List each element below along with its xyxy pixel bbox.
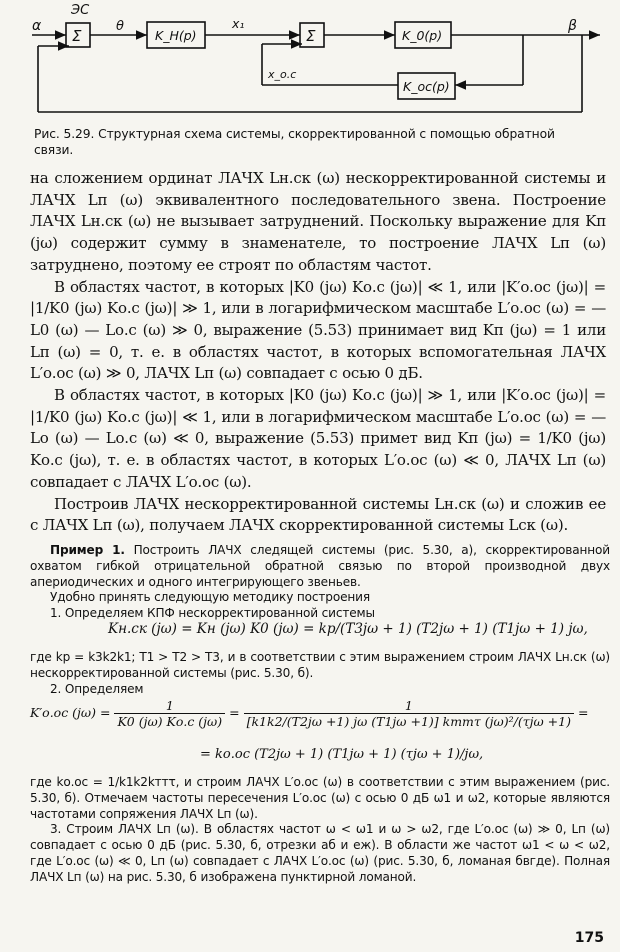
paragraph-1: на сложением ординат ЛАЧХ Lн.ск (ω) нескорректированной системы и ЛАЧХ Lп (ω) эквивалентного последовательного звена. Построение ЛАЧХ Lн.ск (ω) не вызывает затруднений. Поскольку выражение для Kп (jω) содержит сумму в знаменателе, то построение ЛАЧХ Lп (ω) затруднено, поэтому ее строят по областям частот. — [30, 169, 606, 274]
block-diagram — [0, 0, 620, 125]
input-label: α — [32, 18, 42, 34]
page-number: 175 — [574, 930, 604, 946]
example-text: Построить ЛАЧХ следящей системы (рис. 5.30, а), скорректированной охватом гибкой отрицательной обратной связью по второй производной двух апериодических и одного интегрирующего звеньев. — [30, 543, 610, 589]
paragraph-4: Построив ЛАЧХ нескорректированной системы Lн.ск (ω) и сложив ее с ЛАЧХ Lп (ω), получаем ЛАЧХ скорректированной системы Lск (ω). — [30, 494, 606, 535]
signal-x1: x₁ — [232, 16, 245, 31]
example-title: Пример 1. — [50, 543, 125, 557]
sum2-symbol: Σ — [306, 27, 316, 45]
example-block — [30, 543, 610, 622]
formula-1: Kн.ск (jω) = Kн (jω) K0 (jω) = kр/(T3jω + 1) (T2jω + 1) (T1jω + 1) jω, — [108, 621, 588, 637]
ko-label: K_0(p) — [402, 28, 443, 43]
formula-2-line2: = kо.ос (T2jω + 1) (T1jω + 1) (τjω + 1)/jω, — [200, 747, 484, 762]
output-label: β — [568, 18, 577, 34]
kn-label: K_Н(p) — [155, 28, 197, 43]
paragraph-2: В областях частот, в которых |K0 (jω) Kо.с (jω)| ≪ 1, или |K′о.ос (jω)| = |1/K0 (jω) Kо.с (jω)| ≫ 1, или в логарифмическом масштабе L′о.ос (ω) = — L0 (ω) — Lо.с (ω) ≫ 0, выражение (5.53) принимает вид Kп (jω) = 1 или Lп (ω) = 0, т. е. в областях частот, в которых вспомогательная ЛАЧХ L′о.ос (ω) ≫ 0, ЛАЧХ Lп (ω) совпадает с осью 0 дБ. — [30, 277, 606, 383]
step-1: 1. Определяем КПФ нескорректированной системы — [50, 606, 375, 621]
after-formula-1: где kр = k3k2k1; T1 > T2 > T3, и в соответствии с этим выражением строим ЛАЧХ Lн.ск (ω) нескорректированной системы (рис. 5.30, б). 2. Определяем — [30, 650, 610, 696]
main-text — [30, 168, 606, 537]
paragraph-3: В областях частот, в которых |K0 (jω) Kо.с (jω)| ≫ 1, или |K′о.ос (jω)| = |1/K0 (jω) Kо.с (jω)| ≪ 1, или в логарифмическом масштабе L′о.ос (ω) = — Lо (ω) — Lо.с (ω) ≪ 0, выражение (5.53) примет вид Kп (jω) = 1/K0 (jω) Kо.с (jω), т. е. в областях частот, в которых L′о.ос (ω) ≪ 0, ЛАЧХ Lп (ω) совпадает с ЛАЧХ L′о.ос (ω). — [30, 386, 606, 491]
feedback-signal: x_о.с — [268, 68, 297, 81]
step-2: 2. Определяем — [50, 681, 144, 696]
method-intro: Удобно принять следующую методику построения — [50, 590, 370, 605]
figure-caption: Рис. 5.29. Структурная схема системы, скорректированной с помощью обратной связи. — [34, 127, 555, 157]
signal-theta: θ — [116, 19, 124, 34]
label-es: ЭС — [71, 3, 90, 18]
step-3: 3. Строим ЛАЧХ Lп (ω). В областях частот ω < ω1 и ω > ω2, где L′о.ос (ω) ≫ 0, Lп (ω) совпадает с осью 0 дБ (рис. 5.30, б, отрезки аб и еж). В области же частот ω1 < ω < ω2, где L′о.ос (ω) ≪ 0, Lп (ω) совпадает с ЛАЧХ L′о.ос (ω) (рис. 5.30, б, ломаная бвгде). Полная ЛАЧХ Lп (ω) на рис. 5.30, б изображена пунктирной ломаной. — [30, 822, 610, 884]
koc-label: K_ос(p) — [403, 79, 450, 94]
after-formula-2: где kо.ос = 1/k1k2kттτ, и строим ЛАЧХ L′о.ос (ω) в соответствии с этим выражением (рис. 5.30, б). Отмечаем частоты пересечения L′о.ос (ω) с осью 0 дБ ω1 и ω2, которые являются частотами сопряжения ЛАЧХ Lп (ω). 3. Строим ЛАЧХ Lп (ω). В областях частот ω < ω1 и ω > ω2, где L′о.ос (ω) ≫ 0, Lп (ω) совпадает с осью 0 дБ (рис. 5.30, б, отрезки аб и еж). В области же частот ω1 < ω < ω2, где L′о.ос (ω) ≪ 0, Lп (ω) совпадает с ЛАЧХ L′о.ос (ω) (рис. 5.30, б, ломаная бвгде). Полная ЛАЧХ Lп (ω) на рис. 5.30, б изображена пунктирной ломаной. — [30, 775, 610, 884]
sum1-symbol: Σ — [72, 27, 82, 45]
formula-2: K′о.ос (jω) = $\frac{1}{K0 (j\omega) Kо.с (j\omega)}$ = $\frac{1}{\text{[k1k2/(T2jω +1) jω (T1jω +1)] kттτ (jω)²/(τjω +1)}}$ = — [30, 698, 589, 729]
